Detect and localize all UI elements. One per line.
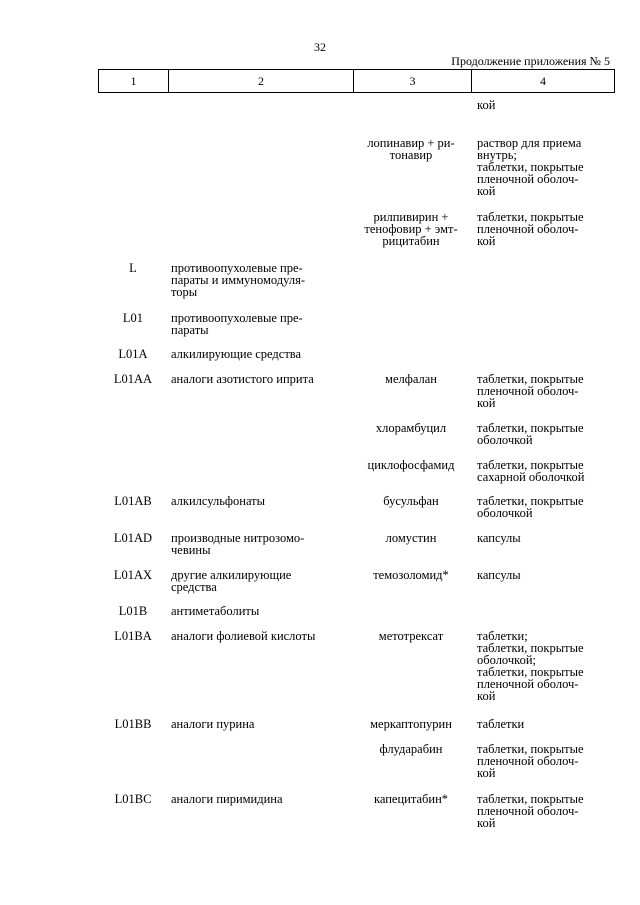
atc-code: L01AB <box>114 494 152 508</box>
header-col-4: 4 <box>472 70 615 93</box>
header-col-1: 1 <box>99 70 169 93</box>
dosage-form: капсулы <box>477 531 521 545</box>
header-col-2: 2 <box>169 70 354 93</box>
appendix-label: Продолжение приложения № 5 <box>451 54 610 68</box>
dosage-form: таблетки, покрытые пленочной оболоч- кой <box>477 742 584 780</box>
drug-name: капецитабин* <box>373 792 449 806</box>
table-header <box>98 69 615 93</box>
atc-code: L01BC <box>114 792 152 806</box>
page-number: 32 <box>314 40 326 54</box>
dosage-form: таблетки <box>477 717 525 731</box>
drug-name: темозоломид* <box>373 568 449 582</box>
atc-code: L01BB <box>114 717 152 731</box>
drug-name: лопинавир + ри- тонавир <box>367 136 455 162</box>
pharmacological-group: антиметаболиты <box>171 604 260 618</box>
dosage-form: таблетки, покрытые сахарной оболочкой <box>477 458 585 484</box>
atc-code: L01B <box>118 604 148 618</box>
drug-name: бусульфан <box>383 494 439 508</box>
header-col-3: 3 <box>354 70 472 93</box>
dosage-form: таблетки, покрытые пленочной оболоч- кой <box>477 792 584 830</box>
drug-name: циклофосфамид <box>367 458 455 472</box>
atc-code: L <box>129 261 137 275</box>
pharmacological-group: противоопухолевые пре- параты и иммуномодуля- торы <box>171 261 305 299</box>
drug-name: рилпивирин + тенофовир + эмт- рицитабин <box>364 210 458 248</box>
drug-name: хлорамбуцил <box>375 421 447 435</box>
pharmacological-group: аналоги пурина <box>171 717 255 731</box>
dosage-form: таблетки, покрытые пленочной оболоч- кой <box>477 372 584 410</box>
atc-code: L01AD <box>113 531 153 545</box>
atc-code: L01BA <box>114 629 152 643</box>
drug-name: мелфалан <box>385 372 437 386</box>
pharmacological-group: аналоги азотистого иприта <box>171 372 314 386</box>
drug-name: метотрексат <box>378 629 444 643</box>
dosage-form: таблетки; таблетки, покрытые оболочкой; таблетки, покрытые пленочной оболоч- кой <box>477 629 584 703</box>
drug-name: меркаптопурин <box>370 717 452 731</box>
atc-code: L01AA <box>113 372 153 386</box>
atc-code: L01AX <box>113 568 153 582</box>
drug-name: ломустин <box>385 531 437 545</box>
drug-name: флударабин <box>379 742 443 756</box>
dosage-form: таблетки, покрытые пленочной оболоч- кой <box>477 210 584 248</box>
dosage-form: раствор для приема внутрь; таблетки, покрытые пленочной оболоч- кой <box>477 136 584 198</box>
pharmacological-group: другие алкилирующие средства <box>171 568 292 594</box>
dosage-form: кой <box>477 98 496 112</box>
pharmacological-group: алкилирующие средства <box>171 347 302 361</box>
pharmacological-group: аналоги пиримидина <box>171 792 283 806</box>
dosage-form: капсулы <box>477 568 521 582</box>
dosage-form: таблетки, покрытые оболочкой <box>477 421 584 447</box>
atc-code: L01A <box>118 347 148 361</box>
pharmacological-group: аналоги фолиевой кислоты <box>171 629 316 643</box>
pharmacological-group: алкилсульфонаты <box>171 494 266 508</box>
atc-code: L01 <box>122 311 144 325</box>
dosage-form: таблетки, покрытые оболочкой <box>477 494 584 520</box>
pharmacological-group: производные нитрозомо- чевины <box>171 531 305 557</box>
pharmacological-group: противоопухолевые пре- параты <box>171 311 303 337</box>
